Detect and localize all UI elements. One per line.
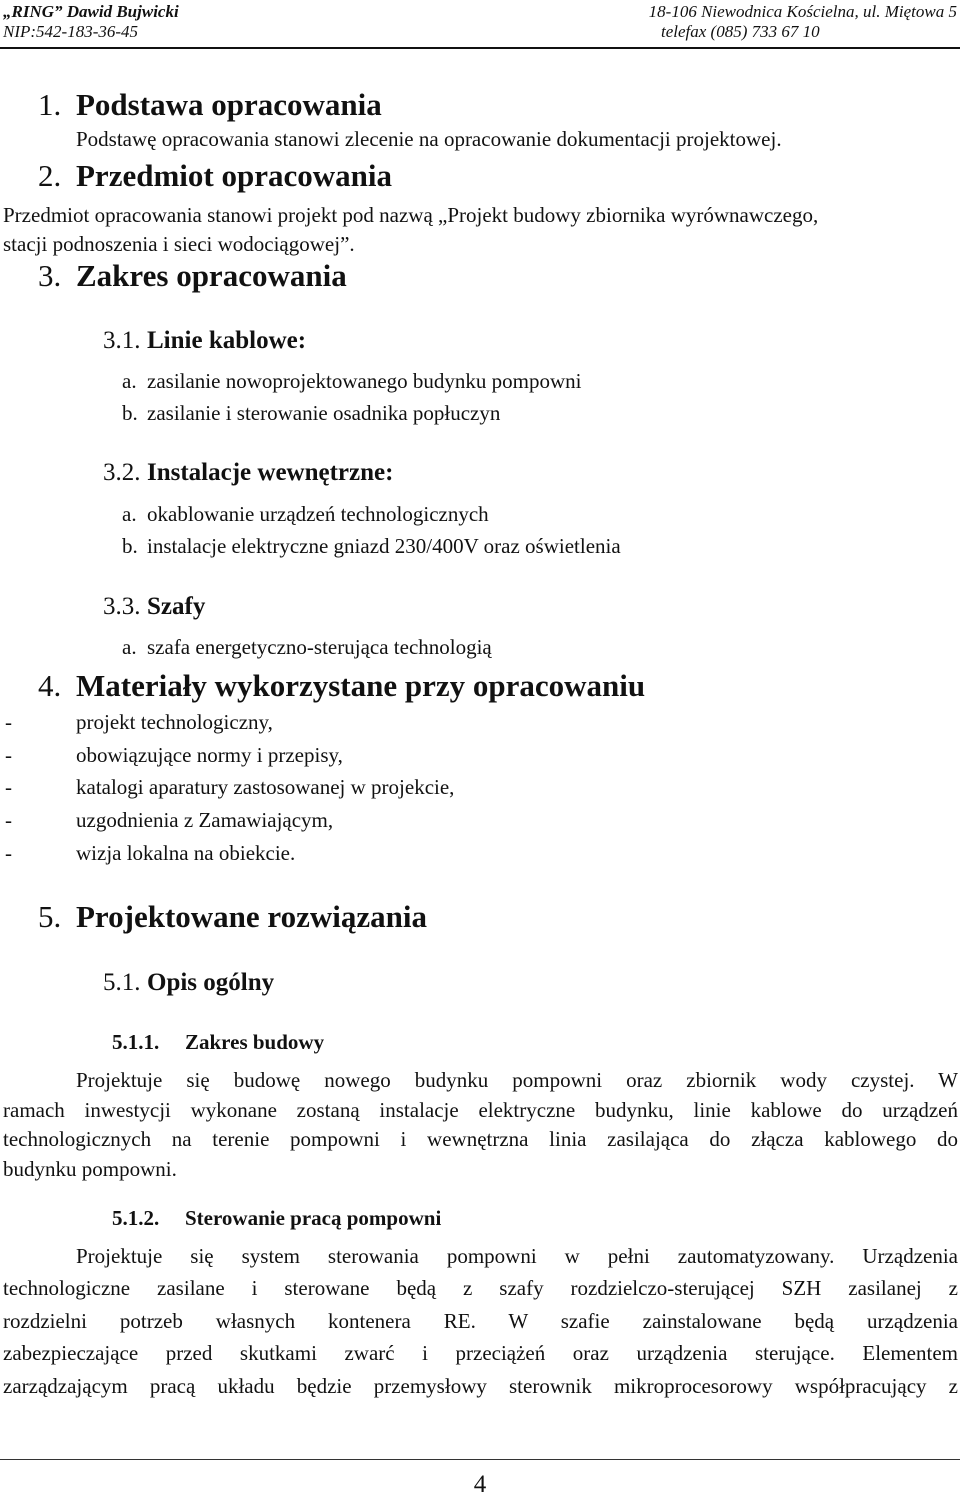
subsection-title: Linie kablowe:	[147, 327, 307, 354]
paragraph-line: zabezpieczające przed skutkami zwarć i przeciążeń oraz urządzenia sterujące. Elementem	[3, 1341, 958, 1366]
section-number: 3.	[38, 258, 62, 293]
paragraph	[3, 1066, 958, 1184]
subsubsection-title: Zakres budowy	[185, 1030, 325, 1054]
subsection-title: Instalacje wewnętrzne:	[147, 459, 394, 486]
subsection-number: 3.3.	[103, 593, 141, 620]
company-address: 18-106 Niewodnica Kościelna, ul. Miętowa 5	[648, 2, 957, 21]
list-item: - katalogi aparatury zastosowanej w projekcie,	[5, 775, 455, 799]
paragraph-line: ramach inwestycji wykonane zostaną instalacje elektryczne budynku, linie kablowe do urządzeń	[3, 1097, 958, 1122]
section-heading	[38, 87, 382, 123]
paragraph-line: budynku pompowni.	[3, 1156, 177, 1181]
list-item: b. zasilanie i sterowanie osadnika popłuczyn	[122, 401, 501, 425]
subsection-heading	[103, 968, 274, 998]
subsubsection-heading	[112, 1030, 324, 1055]
subsubsection-heading	[112, 1206, 441, 1231]
section-title: Podstawa opracowania	[76, 87, 382, 122]
paragraph-line: zarządzającym pracą układu będzie przemysłowy sterownik mikroprocesorowy współpracujący z	[3, 1373, 958, 1398]
paragraph-line: Projektuje się system sterowania pompowni w pełni zautomatyzowany. Urządzenia	[76, 1244, 958, 1268]
list-item: a. okablowanie urządzeń technologicznych	[122, 502, 489, 526]
section-heading	[38, 668, 645, 704]
company-name: „RING” Dawid Bujwicki	[3, 2, 179, 21]
section-number: 2.	[38, 158, 62, 193]
section-number: 4.	[38, 668, 62, 703]
subsubsection-number: 5.1.1.	[112, 1030, 160, 1054]
section-number: 5.	[38, 899, 62, 934]
paragraph-line: Projektuje się budowę nowego budynku pompowni oraz zbiornik wody czystej. W	[76, 1068, 958, 1092]
header-rule	[0, 47, 960, 49]
subsubsection-title: Sterowanie pracą pompowni	[185, 1206, 442, 1230]
paragraph-line: technologiczne zasilane i sterowane będą z szafy rozdzielczo-sterującej SZH zasilanej z	[3, 1276, 958, 1301]
section-title: Przedmiot opracowania	[76, 158, 392, 193]
section-title: Zakres opracowania	[76, 258, 347, 293]
subsection-number: 5.1.	[103, 969, 141, 996]
subsection-heading	[103, 326, 306, 356]
section-title: Materiały wykorzystane przy opracowaniu	[76, 668, 646, 703]
subsubsection-number: 5.1.2.	[112, 1206, 160, 1230]
paragraph-line: rozdzielni potrzeb własnych kontenera RE. W szafie zainstalowane będą urządzenia	[3, 1308, 958, 1333]
list-item: - obowiązujące normy i przepisy,	[5, 743, 343, 767]
subsection-title: Opis ogólny	[147, 969, 275, 996]
section-title: Projektowane rozwiązania	[76, 899, 427, 934]
section-heading	[38, 899, 427, 935]
page-number: 4	[473, 1471, 487, 1498]
section-body: Podstawę opracowania stanowi zlecenie na opracowanie dokumentacji projektowej.	[76, 127, 782, 151]
subsection-title: Szafy	[147, 593, 206, 620]
subsection-heading	[103, 592, 205, 622]
list-item: - wizja lokalna na obiekcie.	[5, 841, 296, 865]
section-heading	[38, 158, 392, 194]
section-heading	[38, 258, 347, 294]
subsection-number: 3.2.	[103, 459, 141, 486]
list-item: b. instalacje elektryczne gniazd 230/400V oraz oświetlenia	[122, 534, 621, 558]
section-body-line: Przedmiot opracowania stanowi projekt pod nazwą „Projekt budowy zbiornika wyrównawczego,	[3, 203, 819, 227]
list-item: - projekt technologiczny,	[5, 710, 273, 734]
company-nip: NIP:542-183-36-45	[3, 22, 139, 41]
list-item: - uzgodnienia z Zamawiającym,	[5, 808, 334, 832]
section-body-line: stacji podnoszenia i sieci wodociągowej”.	[3, 232, 355, 256]
footer-rule	[0, 1459, 960, 1460]
paragraph-line: technologicznych na terenie pompowni i wewnętrzna linia zasilająca do złącza kablowego do	[3, 1127, 958, 1152]
list-item: a. szafa energetyczno-sterująca technologią	[122, 635, 492, 659]
company-phone: telefax (085) 733 67 10	[661, 22, 820, 41]
list-item: a. zasilanie nowoprojektowanego budynku pompowni	[122, 369, 582, 393]
section-number: 1.	[38, 87, 62, 122]
subsection-number: 3.1.	[103, 327, 141, 354]
subsection-heading	[103, 458, 393, 488]
paragraph	[3, 1240, 958, 1402]
